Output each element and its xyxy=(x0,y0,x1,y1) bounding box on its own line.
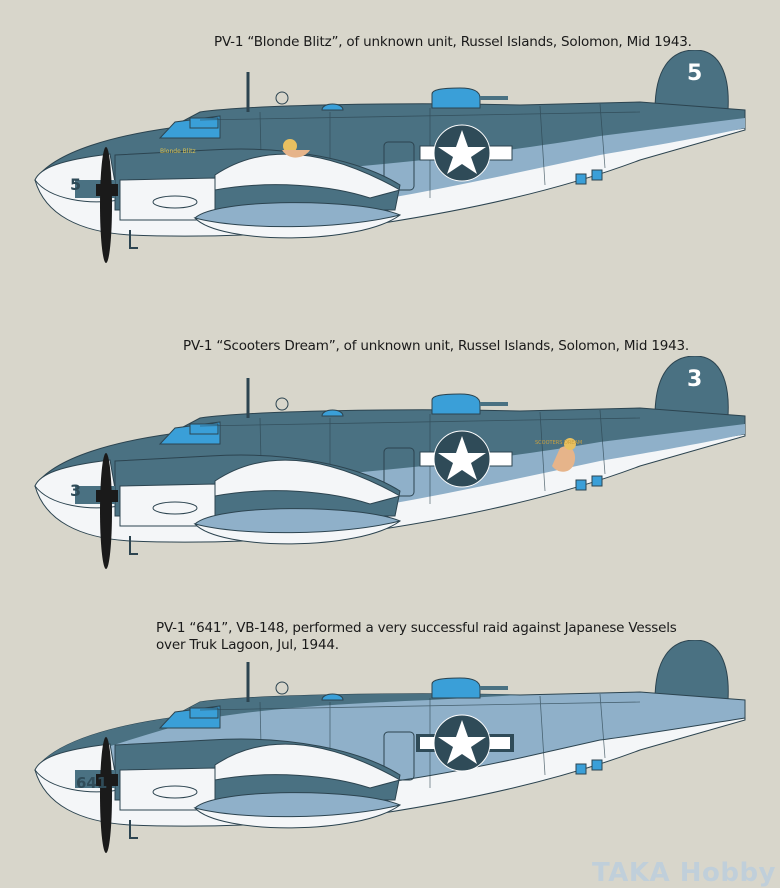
watermark: TAKA Hobby xyxy=(592,858,776,888)
nose-art-text: SCOOTERS DREAM xyxy=(535,440,583,446)
aircraft-profile-3 xyxy=(0,640,780,860)
tail-number: 5 xyxy=(687,61,703,86)
nose-number: 5 xyxy=(70,175,82,194)
engine-and-wing xyxy=(75,453,400,569)
caption-profile-2: PV-1 “Scooters Dream”, of unknown unit, Russel Islands, Solomon, Mid 1943. xyxy=(183,338,689,354)
caption-profile-1: PV-1 “Blonde Blitz”, of unknown unit, Russel Islands, Solomon, Mid 1943. xyxy=(214,34,692,50)
aircraft-profile-1 xyxy=(0,50,780,270)
engine-and-wing xyxy=(75,147,400,263)
nose-number: 3 xyxy=(70,481,82,500)
engine-and-wing xyxy=(75,737,400,853)
nose-art-text: Blonde Blitz xyxy=(160,148,196,155)
tail-number: 3 xyxy=(687,367,703,392)
aircraft-profile-2 xyxy=(0,356,780,576)
caption-profile-3-line-2: over Truk Lagoon, Jul, 1944. xyxy=(156,637,339,653)
caption-profile-3-line-1: PV-1 “641”, VB-148, performed a very successful raid against Japanese Vessels xyxy=(156,620,677,636)
nose-number: 641 xyxy=(76,774,108,792)
